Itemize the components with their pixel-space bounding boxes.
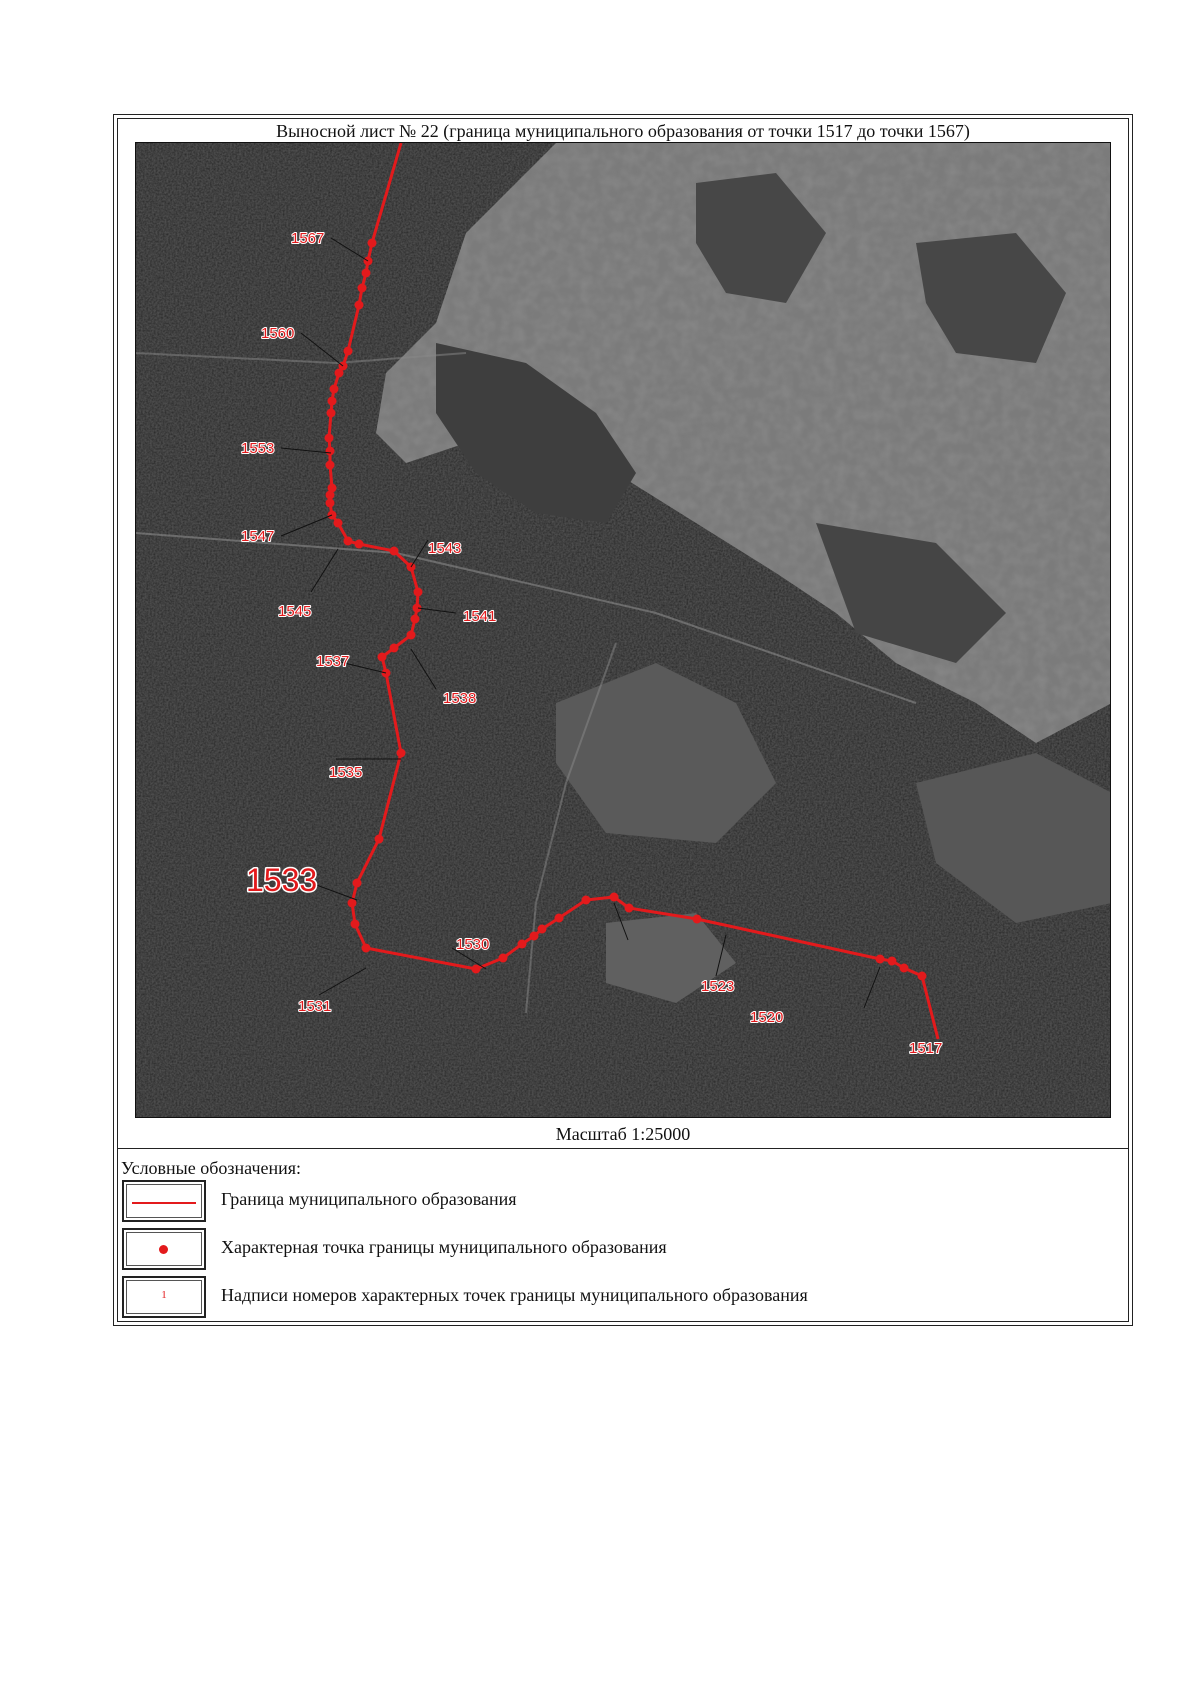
boundary-point[interactable] [876,955,885,964]
boundary-point[interactable] [472,965,481,974]
legend-symbol-point-number [122,1276,206,1318]
legend-number-sample: 1 [161,1289,167,1301]
boundary-point[interactable] [326,461,335,470]
legend-label-boundary-point: Характерная точка границы муниципального образования [221,1237,667,1257]
boundary-point[interactable] [368,239,377,248]
legend-symbol-boundary-line [122,1180,206,1222]
boundary-point[interactable] [344,537,353,546]
label-1541: 1541 [463,608,497,625]
label-1567: 1567 [291,230,325,247]
label-1523: 1523 [701,978,735,995]
boundary-point[interactable] [900,964,909,973]
boundary-point[interactable] [555,914,564,923]
legend-label-point-number: Надписи номеров характерных точек границы муниципального образования [221,1285,808,1305]
boundary-point[interactable] [610,893,619,902]
label-1553: 1553 [241,440,275,457]
boundary-point[interactable] [355,540,364,549]
map-view[interactable] [135,142,1111,1118]
boundary-point[interactable] [530,932,539,941]
label-1545: 1545 [278,603,312,620]
boundary-point[interactable] [411,615,420,624]
boundary-point[interactable] [397,749,406,758]
label-1517: 1517 [909,1040,943,1057]
boundary-point[interactable] [375,835,384,844]
boundary-point[interactable] [326,499,335,508]
legend-divider [117,1148,1129,1149]
boundary-point[interactable] [328,397,337,406]
boundary-point[interactable] [378,653,387,662]
boundary-point[interactable] [538,925,547,934]
legend-symbol-boundary-point [122,1228,206,1270]
boundary-point[interactable] [355,301,364,310]
boundary-point[interactable] [414,588,423,597]
label-1530: 1530 [456,936,490,953]
map-scale: Масштаб 1:25000 [555,1124,691,1144]
legend-heading: Условные обозначения: [121,1158,302,1178]
boundary-point[interactable] [625,904,634,913]
map-canvas[interactable] [136,143,1111,1118]
boundary-point[interactable] [327,409,336,418]
sheet-title: Выносной лист № 22 (граница муниципального образования от точки 1517 до точки 1567) [276,121,970,141]
boundary-point[interactable] [918,972,927,981]
boundary-point[interactable] [348,899,357,908]
label-1537: 1537 [316,653,350,670]
label-1538: 1538 [443,690,477,707]
label-1547: 1547 [241,528,275,545]
boundary-point[interactable] [499,954,508,963]
boundary-point[interactable] [334,519,343,528]
label-1533: 1533 [246,862,318,898]
boundary-point[interactable] [407,631,416,640]
boundary-point[interactable] [326,447,335,456]
boundary-point[interactable] [353,879,362,888]
boundary-point[interactable] [362,944,371,953]
boundary-point[interactable] [351,920,360,929]
boundary-point[interactable] [362,269,371,278]
boundary-point[interactable] [390,547,399,556]
label-1520: 1520 [750,1009,784,1026]
boundary-point[interactable] [325,434,334,443]
boundary-point[interactable] [358,284,367,293]
boundary-point[interactable] [330,385,339,394]
boundary-point[interactable] [888,957,897,966]
boundary-point[interactable] [390,644,399,653]
boundary-point[interactable] [335,369,344,378]
label-1543: 1543 [428,540,462,557]
boundary-point[interactable] [582,896,591,905]
legend-label-boundary-line: Граница муниципального образования [221,1189,517,1209]
boundary-point[interactable] [326,491,335,500]
label-1535: 1535 [329,764,363,781]
boundary-point[interactable] [693,915,702,924]
label-1531: 1531 [298,998,332,1015]
label-1560: 1560 [261,325,295,342]
boundary-point[interactable] [518,940,527,949]
boundary-point[interactable] [344,347,353,356]
